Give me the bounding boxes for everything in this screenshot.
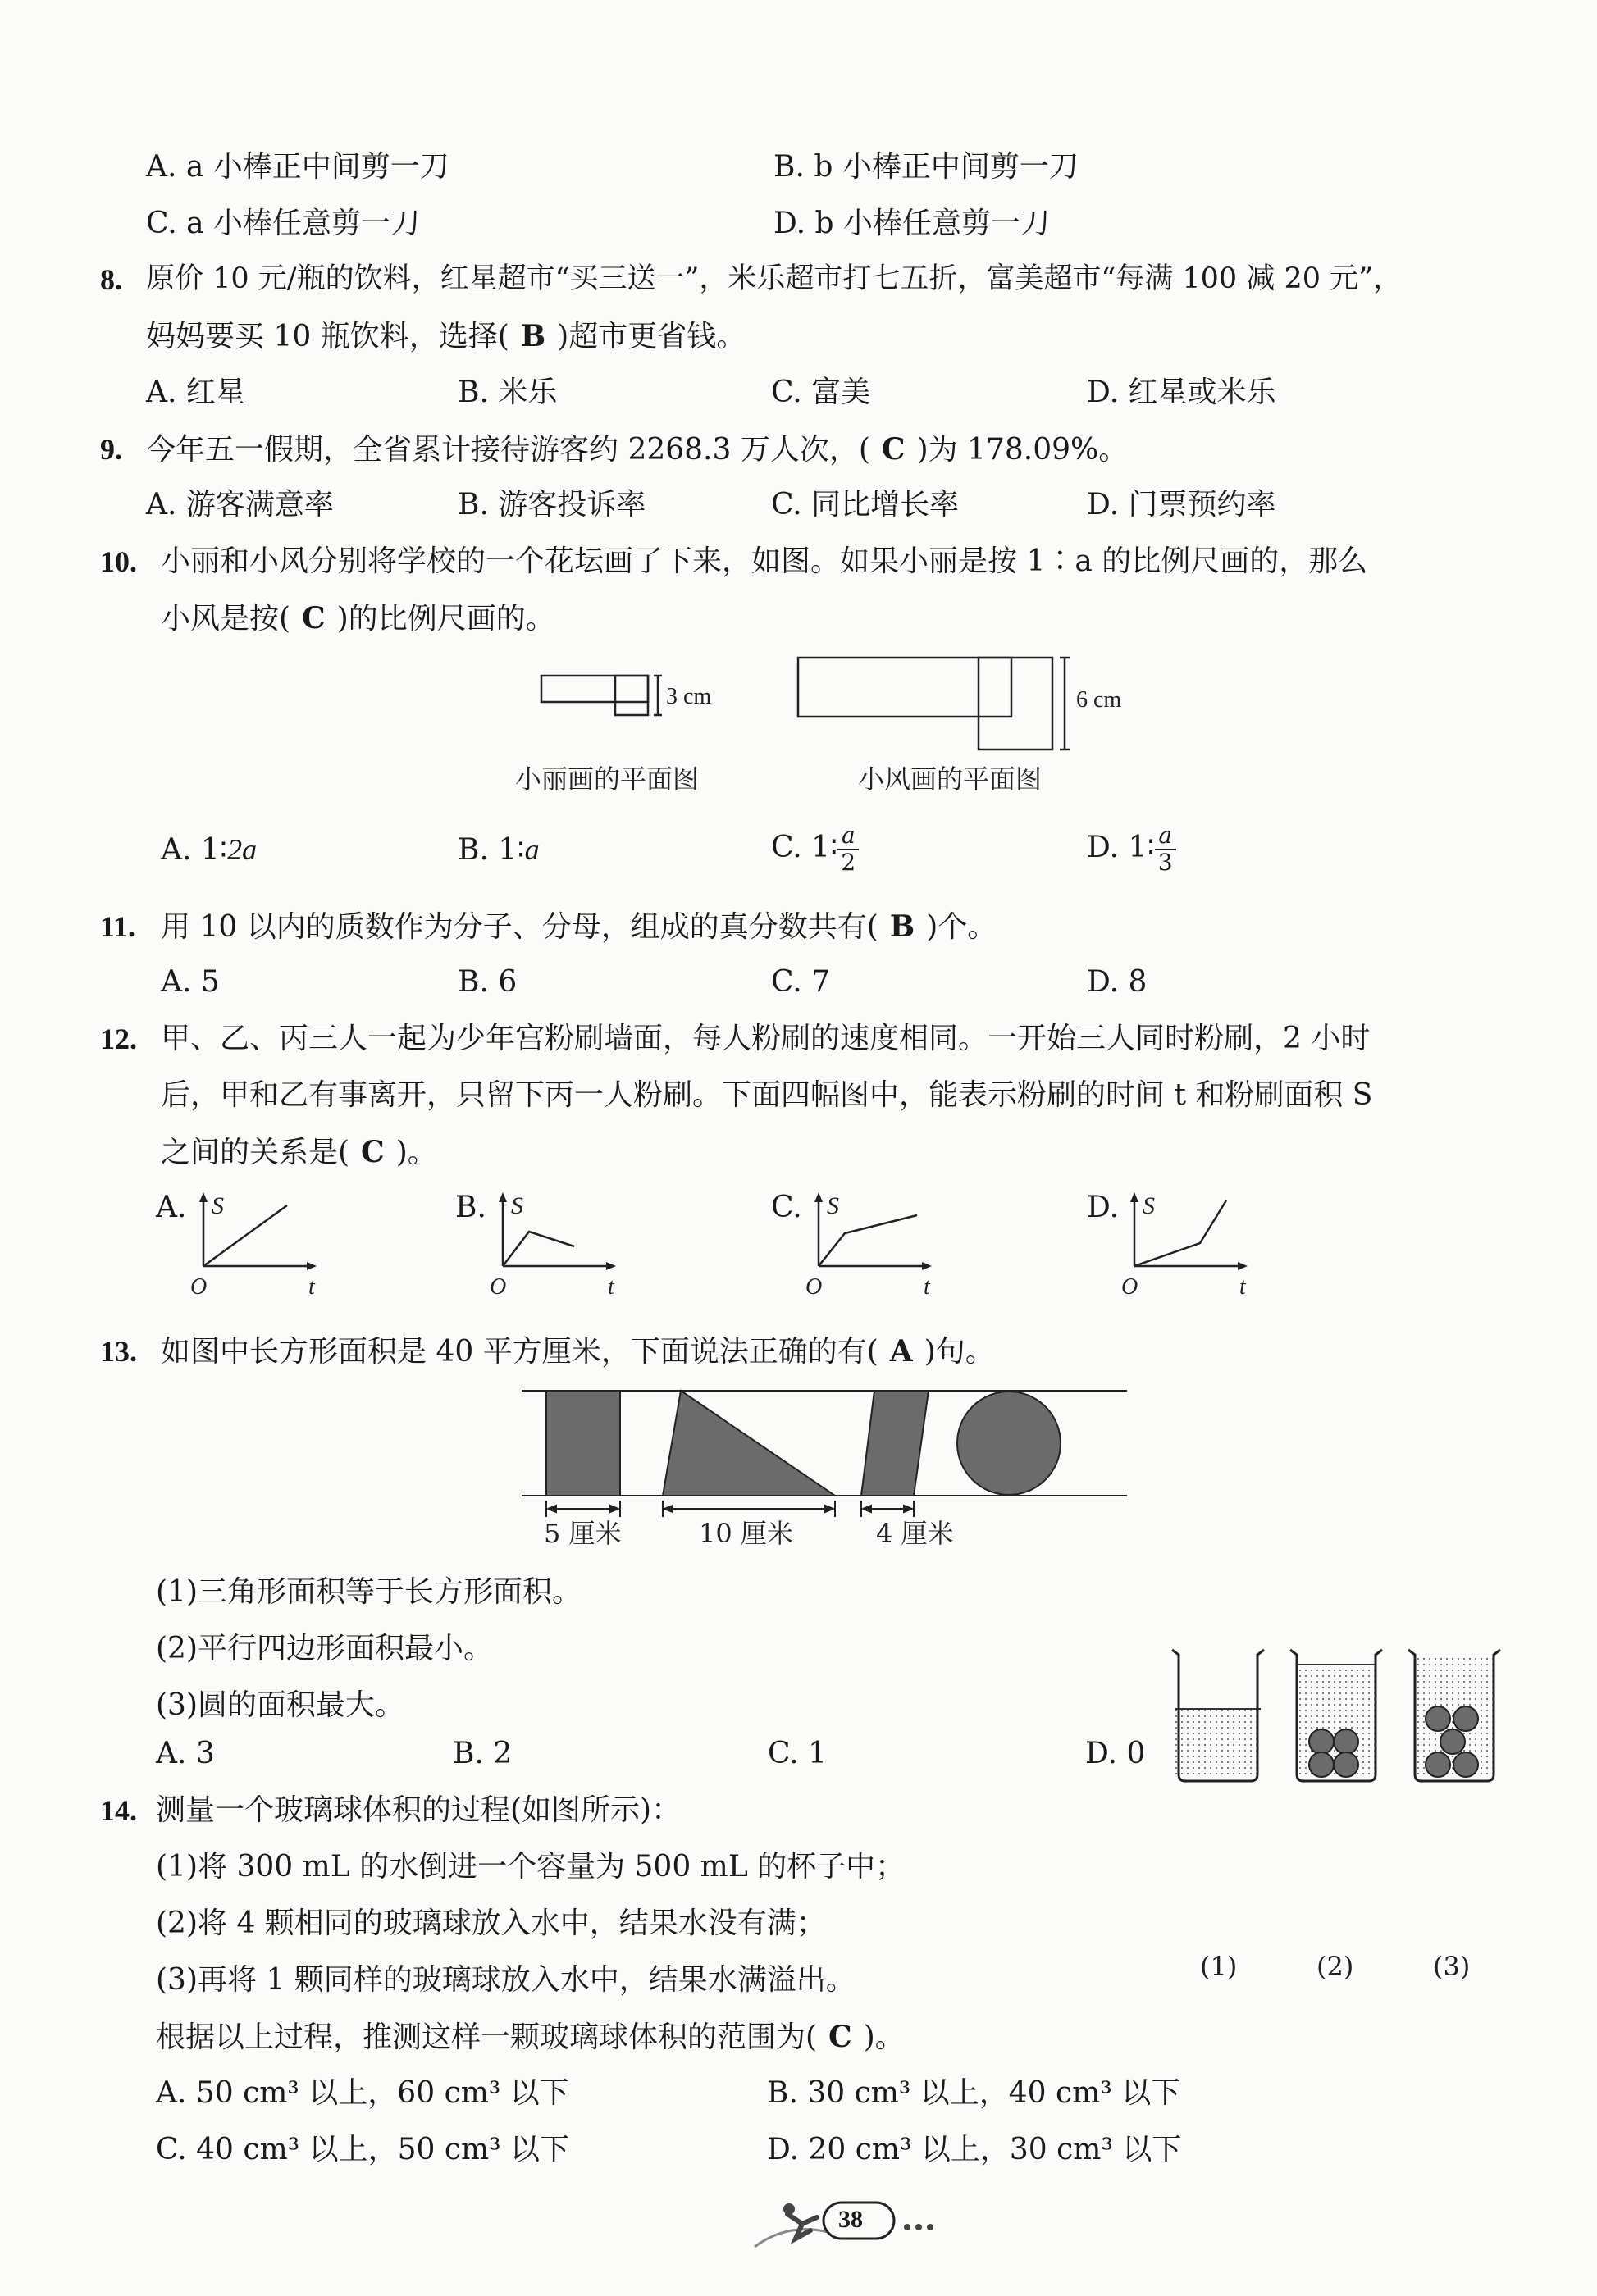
q14-step-3: (3)再将 1 颗同样的玻璃球放入水中，结果水满溢出。: [156, 1963, 856, 1997]
q7-option-c: C. a 小棒任意剪一刀: [146, 207, 421, 240]
q7-option-a: A. a 小棒正中间剪一刀: [146, 150, 449, 184]
q10-line2: 小风是按( C )的比例尺画的。: [161, 601, 555, 636]
q14-cup-label-1: (1): [1200, 1951, 1238, 1982]
axis-y-label: S: [827, 1192, 839, 1219]
q11-answer: B: [889, 909, 915, 944]
q7-option-d: D. b 小棒任意剪一刀: [773, 207, 1050, 240]
q8-option-a: A. 红星: [146, 376, 245, 409]
q10-option-d: D. 1∶ $\frac{a}{3}$: [1087, 823, 1176, 876]
q14-line1: 测量一个玻璃球体积的过程(如图所示)：: [156, 1793, 682, 1827]
origin-label: O: [190, 1274, 208, 1300]
q14-number: 14.: [100, 1794, 137, 1827]
axis-y-label: S: [511, 1192, 523, 1219]
q10-caption-left: 小丽画的平面图: [515, 763, 700, 795]
q14-step-1: (1)将 300 mL 的水倒进一个容量为 500 mL 的杯子中；: [156, 1850, 906, 1884]
axis-x-label: t: [1239, 1274, 1246, 1300]
q14-option-d: D. 20 cm³ 以上，30 cm³ 以下: [767, 2133, 1182, 2166]
y-arrow: [814, 1192, 823, 1202]
q10-figure: [525, 648, 1148, 763]
q14-option-b: B. 30 cm³ 以上，40 cm³ 以下: [767, 2076, 1181, 2110]
circle-shape: [957, 1392, 1061, 1495]
q10-option-a: A. 1∶2a: [161, 833, 258, 867]
q10-option-c: C. 1∶ $\frac{a}{2}$: [771, 823, 859, 876]
q10-caption-right: 小风画的平面图: [858, 763, 1043, 795]
graph-d: [1103, 1189, 1267, 1312]
x-arrow: [307, 1262, 317, 1270]
runner-swoosh: [755, 2230, 828, 2247]
y-arrow: [1130, 1192, 1138, 1202]
q12-line3: 之间的关系是( C )。: [161, 1135, 437, 1169]
q11-option-b: B. 6: [458, 965, 518, 999]
q14-option-a: A. 50 cm³ 以上，60 cm³ 以下: [156, 2076, 569, 2110]
q12-line1: 甲、乙、丙三人一起为少年宫粉刷墙面，每人粉刷的速度相同。一开始三人同时粉刷，2 小时: [161, 1022, 1371, 1055]
q13-figure: [517, 1386, 1132, 1533]
s-t-curve: [819, 1215, 917, 1266]
q10-line1: 小丽和小风分别将学校的一个花坛画了下来，如图。如果小丽是按 1∶a 的比例尺画的，那么: [161, 544, 1368, 578]
page-number: 38: [838, 2206, 863, 2233]
q12-number: 12.: [100, 1023, 137, 1055]
q13-option-d: D. 0: [1085, 1737, 1146, 1770]
q9-number: 9.: [100, 433, 122, 466]
q8-answer: B: [520, 319, 546, 353]
q13-number: 13.: [100, 1335, 137, 1368]
q13-option-a: A. 3: [156, 1737, 215, 1770]
s-t-curve: [503, 1232, 574, 1266]
q13-option-c: C. 1: [768, 1737, 828, 1770]
q9-option-a: A. 游客满意率: [146, 488, 334, 522]
graph-a: [172, 1189, 336, 1312]
x-arrow: [922, 1262, 932, 1270]
q13-dim-triangle: 10 厘米: [699, 1518, 793, 1549]
axis-x-label: t: [924, 1274, 930, 1300]
q12-answer: C: [361, 1135, 385, 1169]
q7-option-b: B. b 小棒正中间剪一刀: [773, 150, 1079, 184]
q12-line2: 后，甲和乙有事离开，只留下丙一人粉刷。下面四幅图中，能表示粉刷的时间 t 和粉刷面积 S: [161, 1078, 1373, 1112]
graph-a-label: A.: [156, 1191, 187, 1224]
q11-number: 11.: [100, 910, 136, 943]
q9-option-c: C. 同比增长率: [771, 488, 960, 522]
triangle-shape: [663, 1391, 835, 1496]
q13-statement-1: (1)三角形面积等于长方形面积。: [156, 1575, 582, 1609]
q8-option-c: C. 富美: [771, 376, 871, 409]
q8-line1: 原价 10 元/瓶的饮料，红星超市“买三送一”，米乐超市打七五折，富美超市“每满 100 减 20 元”，: [146, 262, 1402, 295]
xiaofeng-dim-label: 6 cm: [1076, 687, 1122, 713]
axis-x-label: t: [608, 1274, 614, 1300]
q14-cups-figure: [1169, 1640, 1513, 1952]
q14-cup-label-2: (2): [1316, 1951, 1354, 1982]
graph-d-label: D.: [1087, 1191, 1120, 1224]
cup-2: [1290, 1650, 1382, 1781]
q8-option-d: D. 红星或米乐: [1087, 376, 1276, 409]
q9-option-d: D. 门票预约率: [1087, 488, 1276, 522]
q11-option-c: C. 7: [771, 965, 831, 999]
q14-line5: 根据以上过程，推测这样一颗玻璃球体积的范围为( C )。: [156, 2020, 905, 2054]
q9-answer: C: [881, 432, 906, 467]
q9-line1: 今年五一假期，全省累计接待游客约 2268.3 万人次，( C )为 178.09%。: [146, 432, 1129, 467]
xiaoli-plan: [541, 676, 662, 715]
graph-b-label: B.: [455, 1191, 486, 1224]
axis-y-label: S: [212, 1192, 224, 1219]
graph-b: [472, 1189, 636, 1312]
q13-statement-2: (2)平行四边形面积最小。: [156, 1632, 493, 1665]
x-arrow: [606, 1262, 616, 1270]
graph-c-label: C.: [771, 1191, 802, 1224]
y-arrow: [499, 1192, 507, 1202]
q11-line1: 用 10 以内的质数作为分子、分母，组成的真分数共有( B )个。: [161, 909, 997, 944]
q14-cup-label-3: (3): [1433, 1951, 1471, 1982]
rectangle-shape: [546, 1391, 620, 1496]
axis-x-label: t: [308, 1274, 315, 1300]
cup-3: [1408, 1650, 1500, 1781]
q13-answer: A: [889, 1334, 913, 1369]
xiaofeng-plan: [798, 658, 1070, 749]
cup-1: [1172, 1650, 1264, 1781]
origin-label: O: [805, 1274, 823, 1300]
q13-dim-rectangle: 5 厘米: [544, 1518, 622, 1549]
origin-label: O: [490, 1274, 507, 1300]
q13-option-b: B. 2: [453, 1737, 513, 1770]
x-arrow: [1238, 1262, 1248, 1270]
q13-line1: 如图中长方形面积是 40 平方厘米，下面说法正确的有( A )句。: [161, 1334, 995, 1369]
q10-answer: C: [302, 601, 326, 636]
q14-option-c: C. 40 cm³ 以上，50 cm³ 以下: [156, 2133, 570, 2166]
q10-option-b: B. 1∶a: [458, 833, 540, 867]
q8-number: 8.: [100, 263, 122, 296]
graph-c: [787, 1189, 951, 1312]
xiaoli-dim-label: 3 cm: [666, 684, 712, 709]
q13-dim-parallelogram: 4 厘米: [876, 1518, 954, 1549]
axis-y-label: S: [1143, 1192, 1155, 1219]
q14-step-2: (2)将 4 颗相同的玻璃球放入水中，结果水没有满；: [156, 1906, 826, 1940]
q9-option-b: B. 游客投诉率: [458, 488, 646, 522]
q11-option-a: A. 5: [161, 965, 220, 999]
y-arrow: [199, 1192, 208, 1202]
q14-answer: C: [828, 2020, 852, 2054]
q10-number: 10.: [100, 545, 137, 578]
q11-option-d: D. 8: [1087, 965, 1148, 999]
q8-line2: 妈妈要买 10 瓶饮料，选择( B )超市更省钱。: [146, 319, 746, 353]
q8-option-b: B. 米乐: [458, 376, 558, 409]
q13-statement-3: (3)圆的面积最大。: [156, 1688, 404, 1722]
parallelogram-shape: [861, 1391, 929, 1496]
origin-label: O: [1121, 1274, 1138, 1300]
runner-icon: [787, 2214, 817, 2239]
